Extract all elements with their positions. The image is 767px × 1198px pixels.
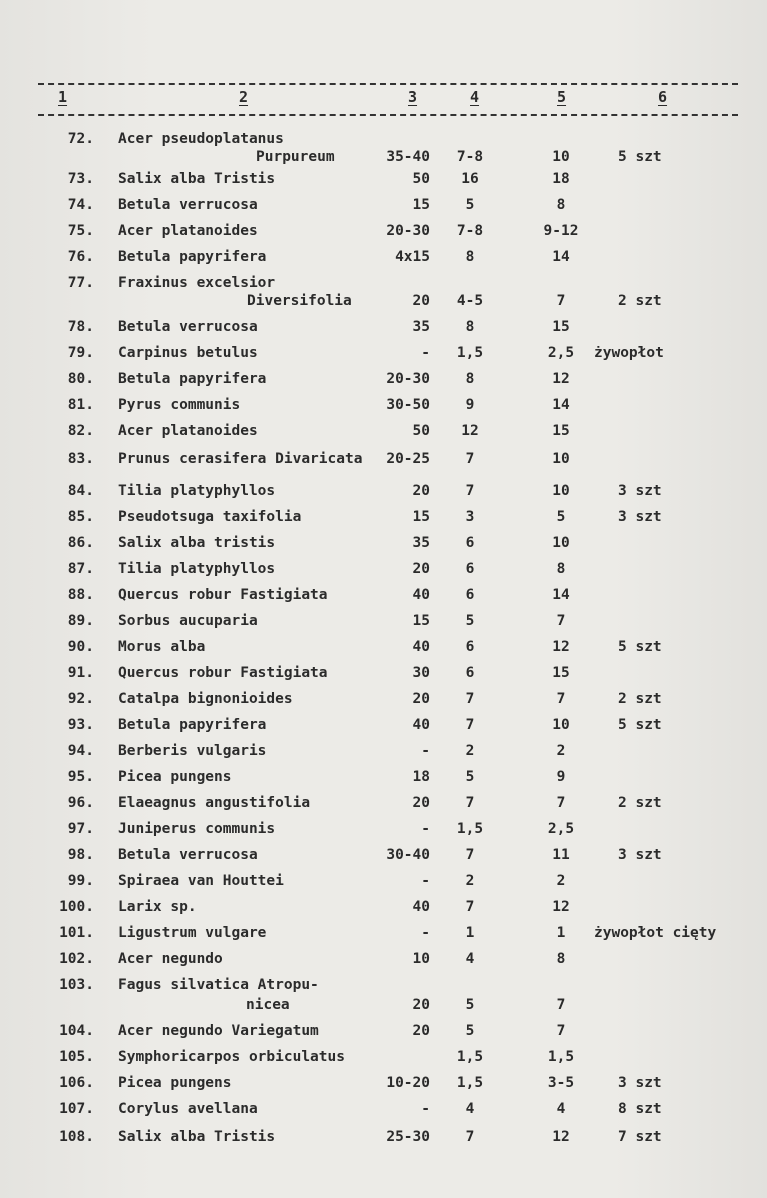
value-col-3: - xyxy=(421,1101,430,1117)
value-col-3: 20 xyxy=(412,795,430,811)
value-col-5: 3-5 xyxy=(547,1075,575,1091)
species-name: Acer negundo Variegatum xyxy=(118,1023,319,1039)
value-col-3: 25-30 xyxy=(386,1129,430,1145)
value-col-4: 7 xyxy=(465,899,475,915)
species-name: Fraxinus excelsior xyxy=(118,275,276,291)
value-col-3: 10-20 xyxy=(386,1075,430,1091)
row-number: 76. xyxy=(67,249,94,265)
value-col-6: 8 szt xyxy=(618,1101,662,1117)
species-name: Picea pungens xyxy=(118,769,232,785)
row-number: 98. xyxy=(67,847,94,863)
value-col-5: 10 xyxy=(552,717,570,733)
value-col-6: 3 szt xyxy=(618,483,662,499)
row-number: 99. xyxy=(67,873,94,889)
value-col-3: 30 xyxy=(412,665,430,681)
value-col-6: 5 szt xyxy=(618,717,662,733)
value-col-4: 4-5 xyxy=(456,293,484,309)
row-number: 83. xyxy=(67,451,94,467)
value-col-3: 35 xyxy=(412,535,430,551)
value-col-4: 9 xyxy=(465,397,475,413)
value-col-4: 6 xyxy=(465,639,475,655)
value-col-4: 6 xyxy=(465,561,475,577)
row-number: 86. xyxy=(67,535,94,551)
value-col-4: 4 xyxy=(465,951,475,967)
value-col-5: 7 xyxy=(556,997,566,1013)
value-col-3: 50 xyxy=(412,171,430,187)
value-col-4: 1,5 xyxy=(456,1075,484,1091)
value-col-3: - xyxy=(421,925,430,941)
species-name: Betula verrucosa xyxy=(118,847,258,863)
value-col-5: 12 xyxy=(552,1129,570,1145)
row-number: 74. xyxy=(67,197,94,213)
species-name: Pseudotsuga taxifolia xyxy=(118,509,302,525)
species-name-continued: nicea xyxy=(246,997,290,1013)
value-col-5: 10 xyxy=(552,483,570,499)
value-col-4: 7 xyxy=(465,1129,475,1145)
value-col-5: 2,5 xyxy=(547,345,575,361)
value-col-4: 8 xyxy=(465,319,475,335)
value-col-3: 40 xyxy=(412,587,430,603)
value-col-6: żywopłot cięty xyxy=(594,925,717,941)
value-col-3: 20 xyxy=(412,997,430,1013)
header-rule-top xyxy=(38,83,738,85)
value-col-4: 7-8 xyxy=(456,149,484,165)
row-number: 102. xyxy=(59,951,94,967)
row-number: 100. xyxy=(59,899,94,915)
species-name: Quercus robur Fastigiata xyxy=(118,587,328,603)
row-number: 87. xyxy=(67,561,94,577)
species-name: Corylus avellana xyxy=(118,1101,258,1117)
value-col-4: 16 xyxy=(461,171,479,187)
row-number: 80. xyxy=(67,371,94,387)
value-col-6: 3 szt xyxy=(618,1075,662,1091)
species-name: Betula verrucosa xyxy=(118,197,258,213)
species-name: Acer platanoides xyxy=(118,223,258,239)
value-col-6: 2 szt xyxy=(618,795,662,811)
value-col-5: 8 xyxy=(556,951,566,967)
value-col-4: 7 xyxy=(465,847,475,863)
row-number: 106. xyxy=(59,1075,94,1091)
value-col-5: 11 xyxy=(552,847,570,863)
row-number: 93. xyxy=(67,717,94,733)
value-col-5: 14 xyxy=(552,249,570,265)
species-name: Spiraea van Houttei xyxy=(118,873,284,889)
value-col-5: 9 xyxy=(556,769,566,785)
value-col-5: 7 xyxy=(556,691,566,707)
value-col-3: 20 xyxy=(412,561,430,577)
value-col-5: 12 xyxy=(552,371,570,387)
row-number: 103. xyxy=(59,977,94,993)
value-col-5: 14 xyxy=(552,397,570,413)
species-name: Larix sp. xyxy=(118,899,197,915)
value-col-4: 2 xyxy=(465,743,475,759)
value-col-5: 18 xyxy=(552,171,570,187)
species-name: Picea pungens xyxy=(118,1075,232,1091)
row-number: 92. xyxy=(67,691,94,707)
value-col-3: - xyxy=(421,345,430,361)
value-col-4: 1,5 xyxy=(456,1049,484,1065)
value-col-5: 7 xyxy=(556,613,566,629)
species-name: Betula papyrifera xyxy=(118,249,267,265)
value-col-4: 1,5 xyxy=(456,345,484,361)
value-col-3: 35-40 xyxy=(386,149,430,165)
species-name: Elaeagnus angustifolia xyxy=(118,795,311,811)
value-col-6: 5 szt xyxy=(618,149,662,165)
row-number: 79. xyxy=(67,345,94,361)
value-col-3: 15 xyxy=(412,509,430,525)
value-col-4: 7 xyxy=(465,451,475,467)
value-col-5: 14 xyxy=(552,587,570,603)
header-col-4: 4 xyxy=(470,88,480,106)
value-col-3: 50 xyxy=(412,423,430,439)
species-name-continued: Diversifolia xyxy=(247,293,352,309)
value-col-6: 2 szt xyxy=(618,293,662,309)
value-col-4: 1,5 xyxy=(456,821,484,837)
value-col-6: 5 szt xyxy=(618,639,662,655)
row-number: 91. xyxy=(67,665,94,681)
value-col-5: 7 xyxy=(556,1023,566,1039)
row-number: 105. xyxy=(59,1049,94,1065)
value-col-4: 8 xyxy=(465,371,475,387)
value-col-6: żywopłot xyxy=(594,345,664,361)
row-number: 90. xyxy=(67,639,94,655)
value-col-5: 2,5 xyxy=(547,821,575,837)
value-col-4: 8 xyxy=(465,249,475,265)
value-col-5: 9-12 xyxy=(543,223,579,239)
value-col-4: 7-8 xyxy=(456,223,484,239)
value-col-5: 12 xyxy=(552,899,570,915)
row-number: 82. xyxy=(67,423,94,439)
value-col-5: 2 xyxy=(556,873,566,889)
value-col-3: - xyxy=(421,873,430,889)
species-name: Prunus cerasifera Divaricata xyxy=(118,451,363,467)
value-col-4: 3 xyxy=(465,509,475,525)
row-number: 84. xyxy=(67,483,94,499)
header-col-6: 6 xyxy=(658,88,668,106)
value-col-3: 15 xyxy=(412,613,430,629)
row-number: 95. xyxy=(67,769,94,785)
value-col-6: 3 szt xyxy=(618,509,662,525)
value-col-3: 35 xyxy=(412,319,430,335)
row-number: 75. xyxy=(67,223,94,239)
value-col-3: 20-30 xyxy=(386,223,430,239)
row-number: 107. xyxy=(59,1101,94,1117)
species-name: Salix alba Tristis xyxy=(118,171,276,187)
value-col-3: 15 xyxy=(412,197,430,213)
species-name: Salix alba tristis xyxy=(118,535,276,551)
species-name: Catalpa bignonioides xyxy=(118,691,293,707)
value-col-5: 15 xyxy=(552,665,570,681)
species-name: Acer negundo xyxy=(118,951,223,967)
value-col-4: 5 xyxy=(465,997,475,1013)
species-name: Betula papyrifera xyxy=(118,717,267,733)
row-number: 72. xyxy=(67,131,94,147)
species-name: Ligustrum vulgare xyxy=(118,925,267,941)
value-col-4: 7 xyxy=(465,795,475,811)
row-number: 101. xyxy=(59,925,94,941)
value-col-5: 1 xyxy=(556,925,566,941)
value-col-6: 2 szt xyxy=(618,691,662,707)
value-col-5: 12 xyxy=(552,639,570,655)
value-col-4: 6 xyxy=(465,535,475,551)
header-rule-bottom xyxy=(38,114,738,116)
value-col-5: 8 xyxy=(556,561,566,577)
value-col-5: 7 xyxy=(556,293,566,309)
value-col-5: 10 xyxy=(552,535,570,551)
value-col-3: 10 xyxy=(412,951,430,967)
value-col-5: 10 xyxy=(552,149,570,165)
value-col-3: 20 xyxy=(412,293,430,309)
value-col-3: 20 xyxy=(412,483,430,499)
value-col-3: - xyxy=(421,821,430,837)
value-col-6: 7 szt xyxy=(618,1129,662,1145)
value-col-3: 20-30 xyxy=(386,371,430,387)
species-name: Betula papyrifera xyxy=(118,371,267,387)
species-name: Acer pseudoplatanus xyxy=(118,131,284,147)
row-number: 94. xyxy=(67,743,94,759)
row-number: 78. xyxy=(67,319,94,335)
species-name: Carpinus betulus xyxy=(118,345,258,361)
value-col-4: 12 xyxy=(461,423,479,439)
value-col-3: 40 xyxy=(412,639,430,655)
species-name: Tilia platyphyllos xyxy=(118,561,276,577)
row-number: 104. xyxy=(59,1023,94,1039)
value-col-4: 5 xyxy=(465,769,475,785)
row-number: 108. xyxy=(59,1129,94,1145)
value-col-4: 7 xyxy=(465,717,475,733)
header-col-3: 3 xyxy=(408,88,418,106)
header-col-5: 5 xyxy=(557,88,567,106)
species-name: Berberis vulgaris xyxy=(118,743,267,759)
value-col-6: 3 szt xyxy=(618,847,662,863)
species-name: Pyrus communis xyxy=(118,397,241,413)
row-number: 97. xyxy=(67,821,94,837)
value-col-4: 5 xyxy=(465,1023,475,1039)
value-col-3: 4x15 xyxy=(395,249,430,265)
value-col-3: 30-50 xyxy=(386,397,430,413)
value-col-3: 30-40 xyxy=(386,847,430,863)
value-col-5: 10 xyxy=(552,451,570,467)
header-col-1: 1 xyxy=(58,88,68,106)
value-col-4: 5 xyxy=(465,197,475,213)
species-name: Morus alba xyxy=(118,639,206,655)
species-name: Juniperus communis xyxy=(118,821,276,837)
value-col-4: 7 xyxy=(465,691,475,707)
value-col-3: 20 xyxy=(412,1023,430,1039)
value-col-3: 18 xyxy=(412,769,430,785)
species-name: Fagus silvatica Atropu- xyxy=(118,977,319,993)
value-col-3: - xyxy=(421,743,430,759)
species-name: Quercus robur Fastigiata xyxy=(118,665,328,681)
value-col-4: 6 xyxy=(465,587,475,603)
value-col-3: 40 xyxy=(412,717,430,733)
row-number: 88. xyxy=(67,587,94,603)
row-number: 73. xyxy=(67,171,94,187)
species-name-continued: Purpureum xyxy=(256,149,335,165)
value-col-4: 4 xyxy=(465,1101,475,1117)
value-col-5: 15 xyxy=(552,423,570,439)
species-name: Acer platanoides xyxy=(118,423,258,439)
row-number: 81. xyxy=(67,397,94,413)
value-col-4: 1 xyxy=(465,925,475,941)
species-name: Salix alba Tristis xyxy=(118,1129,276,1145)
header-col-2: 2 xyxy=(239,88,249,106)
species-name: Tilia platyphyllos xyxy=(118,483,276,499)
row-number: 85. xyxy=(67,509,94,525)
value-col-3: 20 xyxy=(412,691,430,707)
value-col-5: 1,5 xyxy=(547,1049,575,1065)
value-col-3: 40 xyxy=(412,899,430,915)
species-name: Sorbus aucuparia xyxy=(118,613,258,629)
row-number: 96. xyxy=(67,795,94,811)
value-col-5: 15 xyxy=(552,319,570,335)
value-col-4: 7 xyxy=(465,483,475,499)
species-name: Symphoricarpos orbiculatus xyxy=(118,1049,345,1065)
value-col-4: 2 xyxy=(465,873,475,889)
value-col-5: 5 xyxy=(556,509,566,525)
value-col-5: 7 xyxy=(556,795,566,811)
species-name: Betula verrucosa xyxy=(118,319,258,335)
value-col-5: 4 xyxy=(556,1101,566,1117)
row-number: 77. xyxy=(67,275,94,291)
value-col-4: 6 xyxy=(465,665,475,681)
value-col-4: 5 xyxy=(465,613,475,629)
row-number: 89. xyxy=(67,613,94,629)
value-col-5: 2 xyxy=(556,743,566,759)
value-col-3: 20-25 xyxy=(386,451,430,467)
value-col-5: 8 xyxy=(556,197,566,213)
